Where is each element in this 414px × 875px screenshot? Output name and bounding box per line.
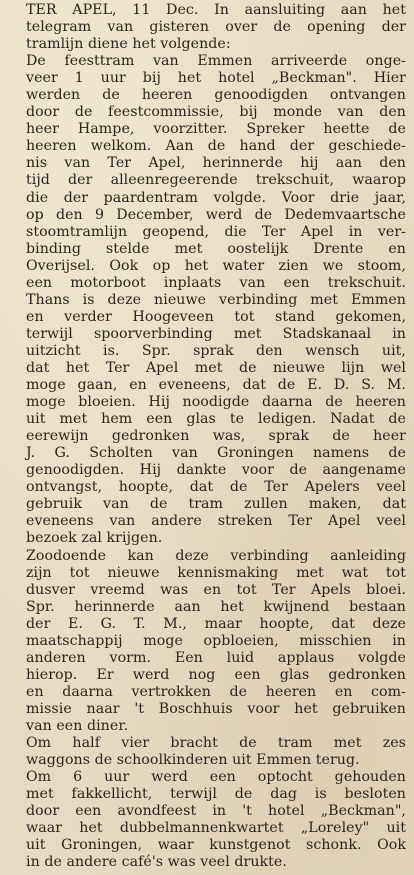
article-line: eerewijn gedronken was, sprak de heer (26, 428, 406, 445)
article-line: door de feestcommissie, bij monde van den (26, 104, 406, 121)
article-paragraph (10, 735, 406, 769)
article-line: maatschappij moge opbloeien, misschien in (26, 632, 406, 649)
article-paragraph (10, 53, 406, 547)
article-line: waar het dubbelmannenkwartet „Loreley" uit (26, 820, 406, 837)
article-line: binding stelde met oostelijk Drente en (26, 240, 406, 257)
article-line: tramlijn diene het volgende: (26, 36, 231, 53)
article-paragraph (10, 2, 406, 53)
article-line: eveneens van andere streken Ter Apel veel (26, 513, 406, 530)
article-line: uit Groningen, waar kunstgenot schonk. Ook (26, 837, 406, 854)
article-line: veer 1 uur bij het hotel „Beckman". Hier (26, 70, 406, 87)
dateline: TER APEL, 11 Dec. (26, 2, 199, 18)
article-line: telegram van gisteren over de opening der (26, 19, 406, 36)
article-line: De feesttram van Emmen arriveerde onge- (26, 53, 406, 70)
article-line: Om half vier bracht de tram met zes (26, 735, 406, 752)
article-line: moge bloeien. Hij noodigde daarna de heeren (26, 394, 406, 411)
article-line: met fakkellicht, terwijl de dag is besloten (26, 786, 406, 803)
article-line: moge gaan, en eveneens, dat de E. D. S. M. (26, 377, 406, 394)
article-line (10, 2, 406, 19)
article-line: ontvangst, hoopte, dat de Ter Apelers veel (26, 479, 406, 496)
article-line: van een diner. (26, 717, 129, 734)
article-line: gebruik van de tram zullen maken, dat (26, 496, 406, 513)
article-line: zijn tot nieuwe kennismaking met wat tot (26, 564, 406, 581)
article-line: tijd der alleenregeerende trekschuit, waarop (26, 172, 406, 189)
article-line: Overijsel. Ook op het water zien we stoom, (26, 257, 406, 274)
article-paragraph (10, 769, 406, 871)
article-line: in de andere café's was veel drukte. (26, 854, 287, 871)
article-paragraph (10, 548, 406, 736)
article-line: op den 9 December, werd de Dedemvaartsche (26, 206, 406, 223)
article-line: der E. G. T. M., maar hoopte, dat deze (26, 615, 406, 632)
article-line-text: In aansluiting aan het (198, 2, 406, 18)
article-line: en daarna vertrokken de heeren en com- (26, 683, 406, 700)
article-line: bezoek zal krijgen. (26, 530, 163, 547)
article-line: stoomtramlijn geopend, die Ter Apel in ver- (26, 223, 406, 240)
article-line: een motorboot inplaats van een trekschuit. (26, 274, 406, 291)
article-line: waggons de schoolkinderen uit Emmen terug. (26, 752, 360, 769)
article-line: Spr. herinnerde aan het kwijnend bestaan (26, 598, 406, 615)
article-line: werden de heeren genoodigden ontvangen (26, 87, 406, 104)
article-line: heer Hampe, voorzitter. Spreker heette de (26, 121, 406, 138)
article-line: Om 6 uur werd een optocht gehouden (26, 769, 406, 786)
article-line: genoodigden. Hij dankte voor de aangename (26, 462, 406, 479)
article-line: dat het Ter Apel met de nieuwe lijn wel (26, 359, 406, 376)
article-line: anderen vorm. Een luid applaus volgde (26, 649, 406, 666)
article-line: door een avondfeest in 't hotel „Beckman", (26, 803, 406, 820)
article-line: Thans is deze nieuwe verbinding met Emmen (26, 291, 406, 308)
article-line: uit met hem een glas te ledigen. Nadat de (26, 411, 406, 428)
article-line: J. G. Scholten van Groningen namens de (26, 445, 406, 462)
article-line: dusver vreemd was en tot Ter Apels bloei. (26, 581, 406, 598)
article-line: terwijl spoorverbinding met Stadskanaal in (26, 325, 406, 342)
article-line: missie naar 't Boschhuis voor het gebruiken (26, 700, 406, 717)
article-line: en verder Hoogeveen tot stand gekomen, (26, 308, 406, 325)
article-line: die der paardentram volgde. Voor drie jaar, (26, 189, 406, 206)
article-line: uitzicht is. Spr. sprak den wensch uit, (26, 342, 406, 359)
article-line: Zoodoende kan deze verbinding aanleiding (26, 547, 406, 564)
article-line: heeren welkom. Aan de hand der geschiede- (26, 138, 406, 155)
article-line: hierop. Er werd nog een glas gedronken (26, 666, 406, 683)
article-line: nis van Ter Apel, herinnerde hij aan den (26, 155, 406, 172)
